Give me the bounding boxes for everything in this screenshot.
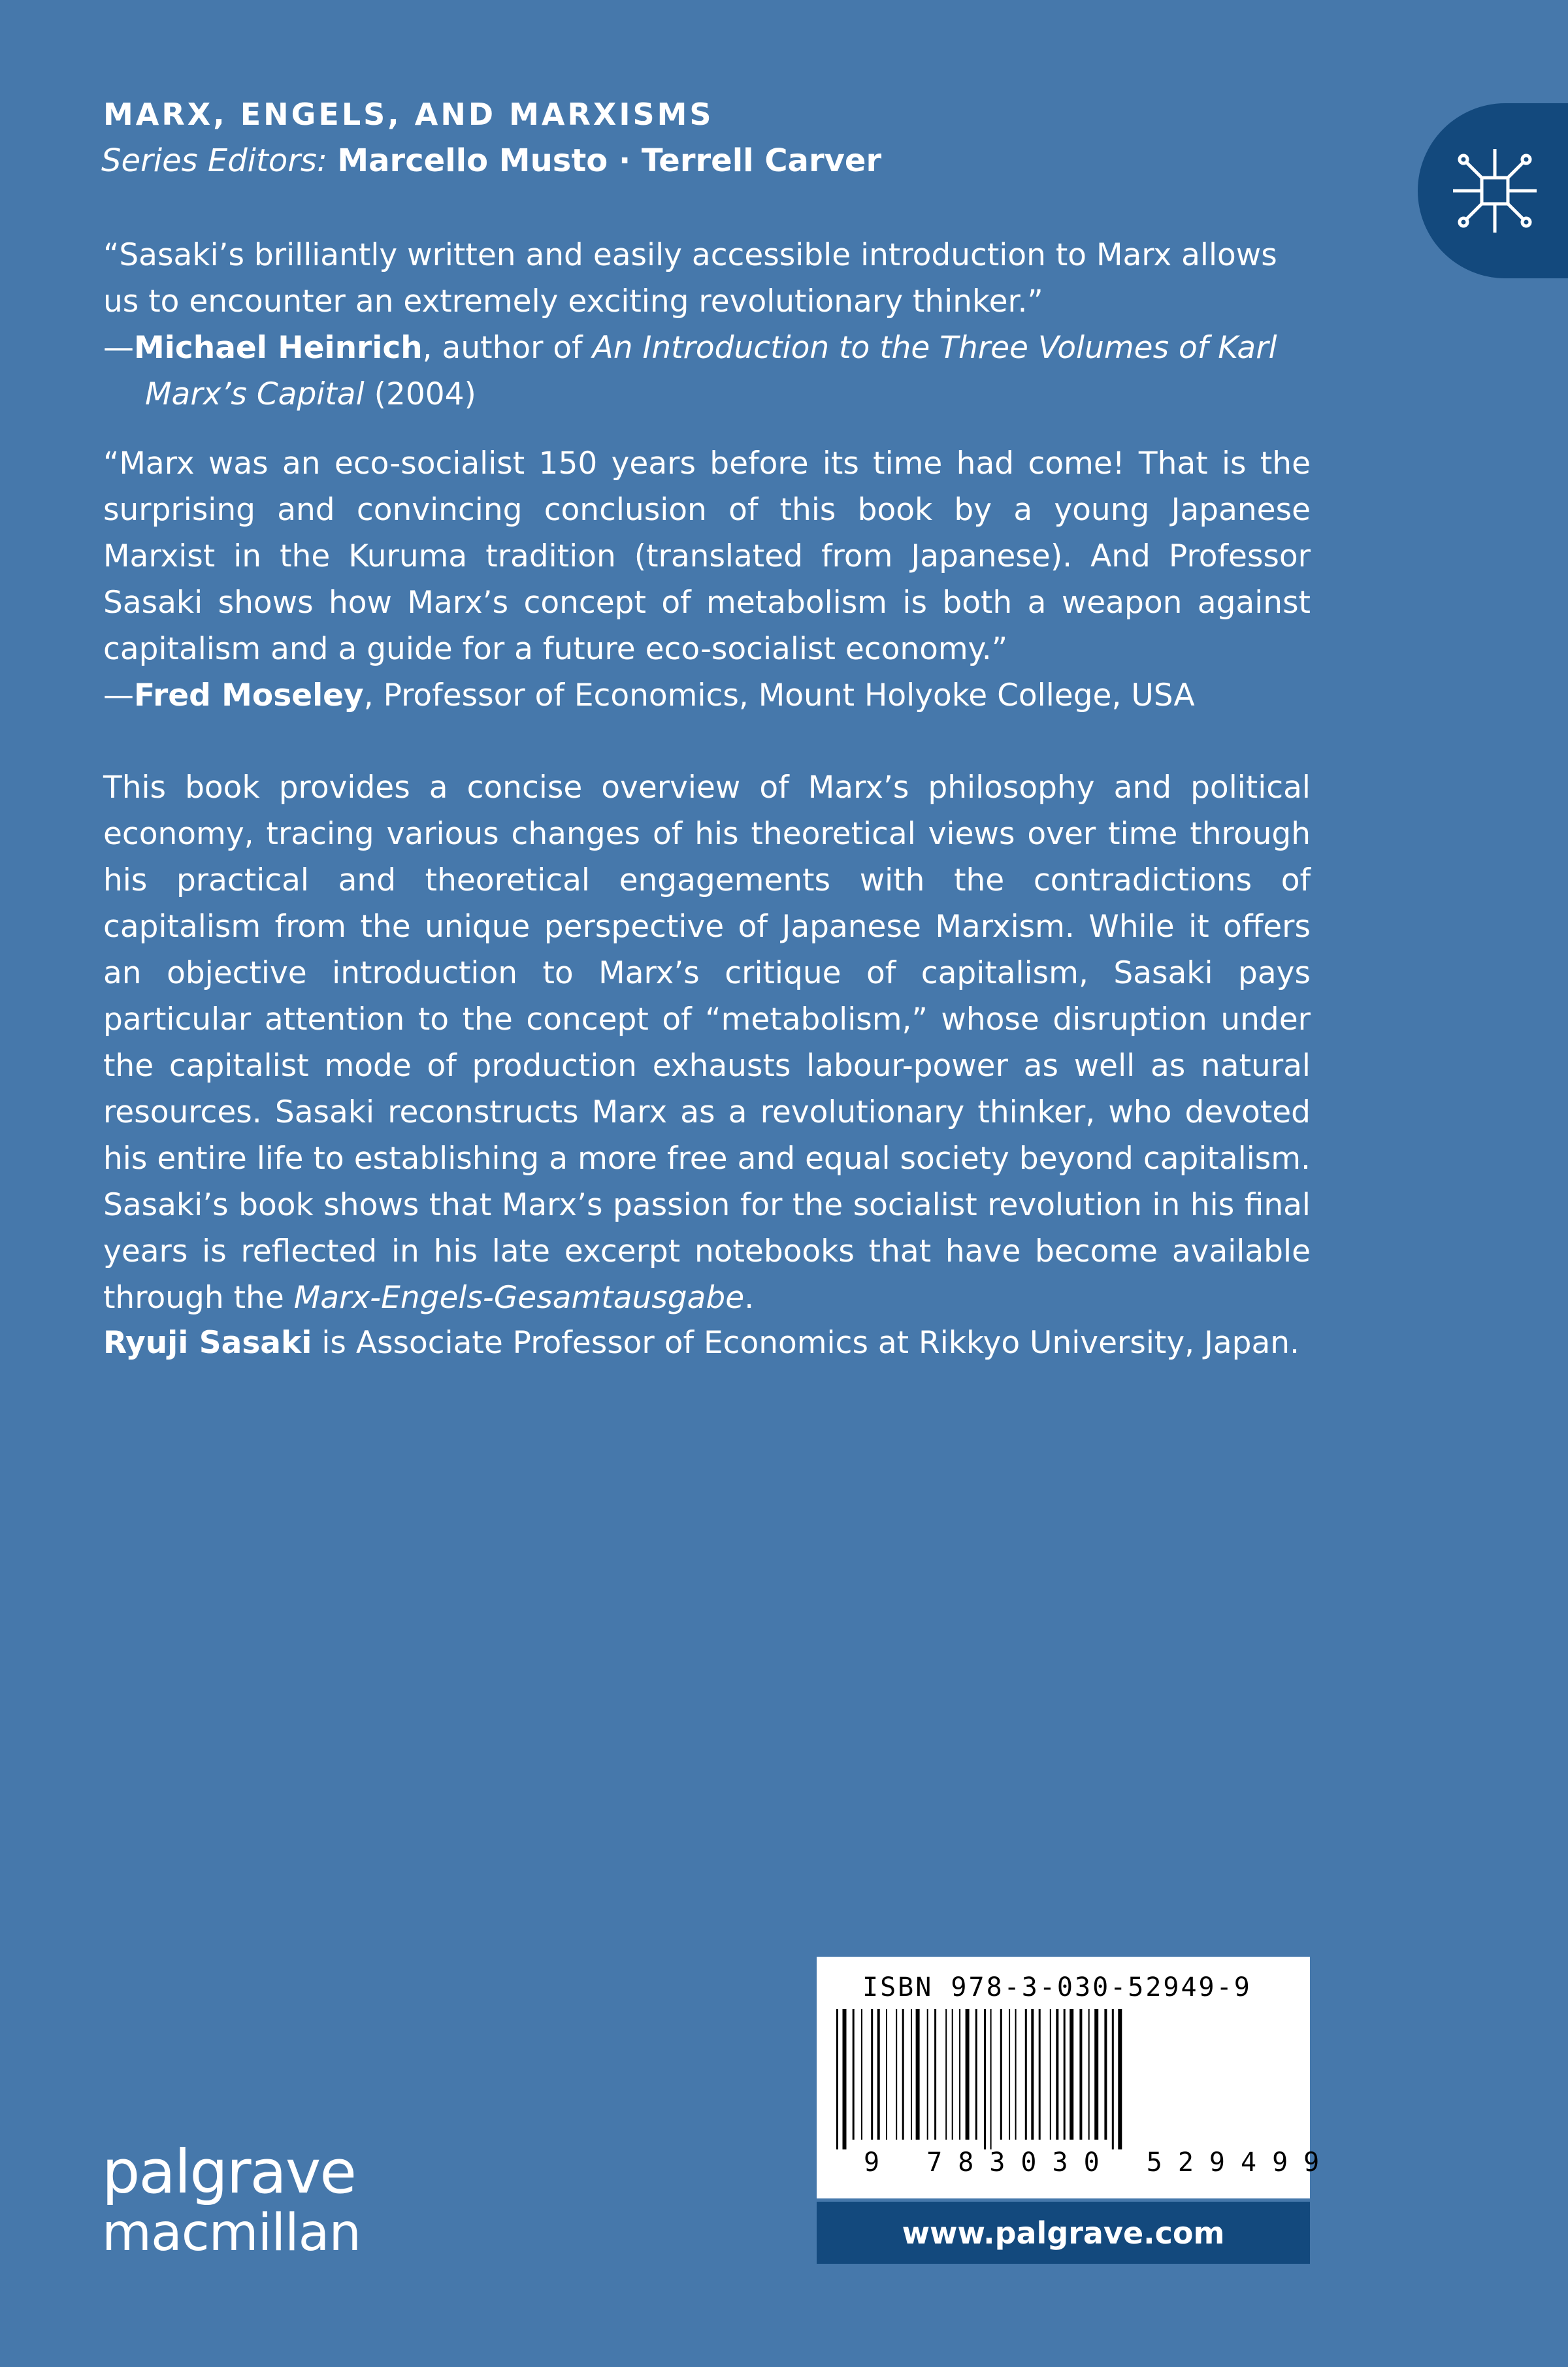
barcode-bar	[1094, 2009, 1098, 2140]
barcode	[830, 2009, 1297, 2149]
barcode-bar	[1025, 2009, 1027, 2140]
quote-attribution: —Michael Heinrich, author of An Introduction to the Three Volumes of Karl Marx’s Capital (2004)	[103, 330, 1277, 412]
barcode-bar	[916, 2009, 920, 2140]
barcode-bar	[911, 2009, 912, 2140]
publisher-logo	[102, 2137, 361, 2262]
barcode-bar	[1064, 2009, 1066, 2140]
author-name: Ryuji Sasaki	[103, 1325, 312, 1361]
series-title: MARX, ENGELS, AND MARXISMS	[103, 97, 714, 132]
quote-work-title: An Introduction to the Three Volumes of Karl Marx’s Capital	[145, 330, 1277, 412]
barcode-bar	[1015, 2009, 1017, 2140]
series-editors-names: Marcello Musto · Terrell Carver	[337, 142, 882, 179]
description-italic-title: Marx-Engels-Gesamtausgabe	[293, 1280, 745, 1316]
barcode-bar	[853, 2009, 855, 2140]
barcode-bar	[1112, 2009, 1114, 2149]
barcode-bar	[1056, 2009, 1058, 2140]
barcode-bar	[871, 2009, 873, 2140]
barcode-bar	[975, 2009, 977, 2140]
barcode-bar	[1088, 2009, 1090, 2140]
barcode-bar	[1050, 2009, 1051, 2140]
isbn-label: ISBN 978-3-030-52949-9	[862, 1972, 1252, 2002]
barcode-bar	[984, 2009, 986, 2149]
barcode-bar	[836, 2009, 838, 2149]
palgrave-network-icon	[1449, 145, 1541, 237]
barcode-bar	[896, 2009, 897, 2140]
series-editors	[101, 142, 881, 179]
barcode-bar	[1039, 2009, 1041, 2140]
barcode-bar	[1079, 2009, 1082, 2140]
quote-attribution: —Fred Moseley, Professor of Economics, Mount Holyoke College, USA	[103, 677, 1195, 713]
quote-text: “Marx was an eco-socialist 150 years before its time had come! That is the surprising and convincing conclusion of this book by a young Japanese Marxist in the Kuruma tradition (translated from Japanese). And Professor Sasaki shows how Marx’s concept of metabolism is both a weapon against capitalism and a guide for a future eco-socialist economy.”	[103, 446, 1311, 667]
barcode-bar	[952, 2009, 953, 2140]
barcode-bar	[927, 2009, 928, 2140]
barcode-bar	[1104, 2009, 1107, 2140]
barcode-bar	[945, 2009, 947, 2140]
publisher-website[interactable]: www.palgrave.com	[817, 2202, 1310, 2264]
barcode-bar	[990, 2009, 992, 2149]
barcode-bar	[1031, 2009, 1034, 2140]
barcode-bar	[1118, 2009, 1122, 2149]
barcode-bar	[902, 2009, 904, 2140]
author-bio: Ryuji Sasaki is Associate Professor of Economics at Rikkyo University, Japan.	[103, 1325, 1300, 1361]
publisher-logo-line1: palgrave	[102, 2137, 355, 2207]
publisher-logo-line2: macmillan	[102, 2204, 361, 2262]
publisher-emblem	[1418, 103, 1568, 278]
barcode-bar	[1009, 2009, 1010, 2140]
isbn-digits: 9 783030 529499	[864, 2147, 1335, 2178]
book-description: This book provides a concise overview of Marx’s philosophy and political economy, tracing various changes of his theoretical views over time through his practical and theoretical engagements with the contradictions of capitalism from the unique perspective of Japanese Marxism. While it offers an objective introduction to Marx’s critique of capitalism, Sasaki pays particular attention to the concept of “metabolism,” whose disruption under the capitalist mode of production exhausts labour-power as well as natural resources. Sasaki reconstructs Marx as a revolutionary thinker, who devoted his entire life to establishing a more free and equal society beyond capitalism. Sasaki’s book shows that Marx’s passion for the socialist revolution in his final years is reflected in his late excerpt notebooks that have become available through the Marx-Engels-Gesamtausgabe.	[103, 770, 1311, 1316]
quote-author: Fred Moseley	[134, 677, 364, 713]
barcode-bar	[959, 2009, 960, 2140]
barcode-bar	[877, 2009, 880, 2140]
quote-text: “Sasaki’s brilliantly written and easily accessible introduction to Marx allows us to encounter an extremely exciting revolutionary thinker.”	[103, 237, 1277, 319]
barcode-bar	[934, 2009, 936, 2140]
barcode-bar	[1070, 2009, 1073, 2140]
barcode-bar	[1000, 2009, 1002, 2140]
isbn-barcode-box	[817, 1957, 1335, 2198]
quote-heinrich	[103, 232, 1311, 417]
barcode-bar	[966, 2009, 970, 2140]
barcode-bar	[843, 2009, 847, 2149]
barcode-bar	[886, 2009, 887, 2140]
barcode-bar	[861, 2009, 862, 2140]
quote-moseley	[103, 440, 1311, 719]
series-editors-label: Series Editors:	[101, 142, 328, 179]
quote-author: Michael Heinrich	[134, 330, 423, 366]
